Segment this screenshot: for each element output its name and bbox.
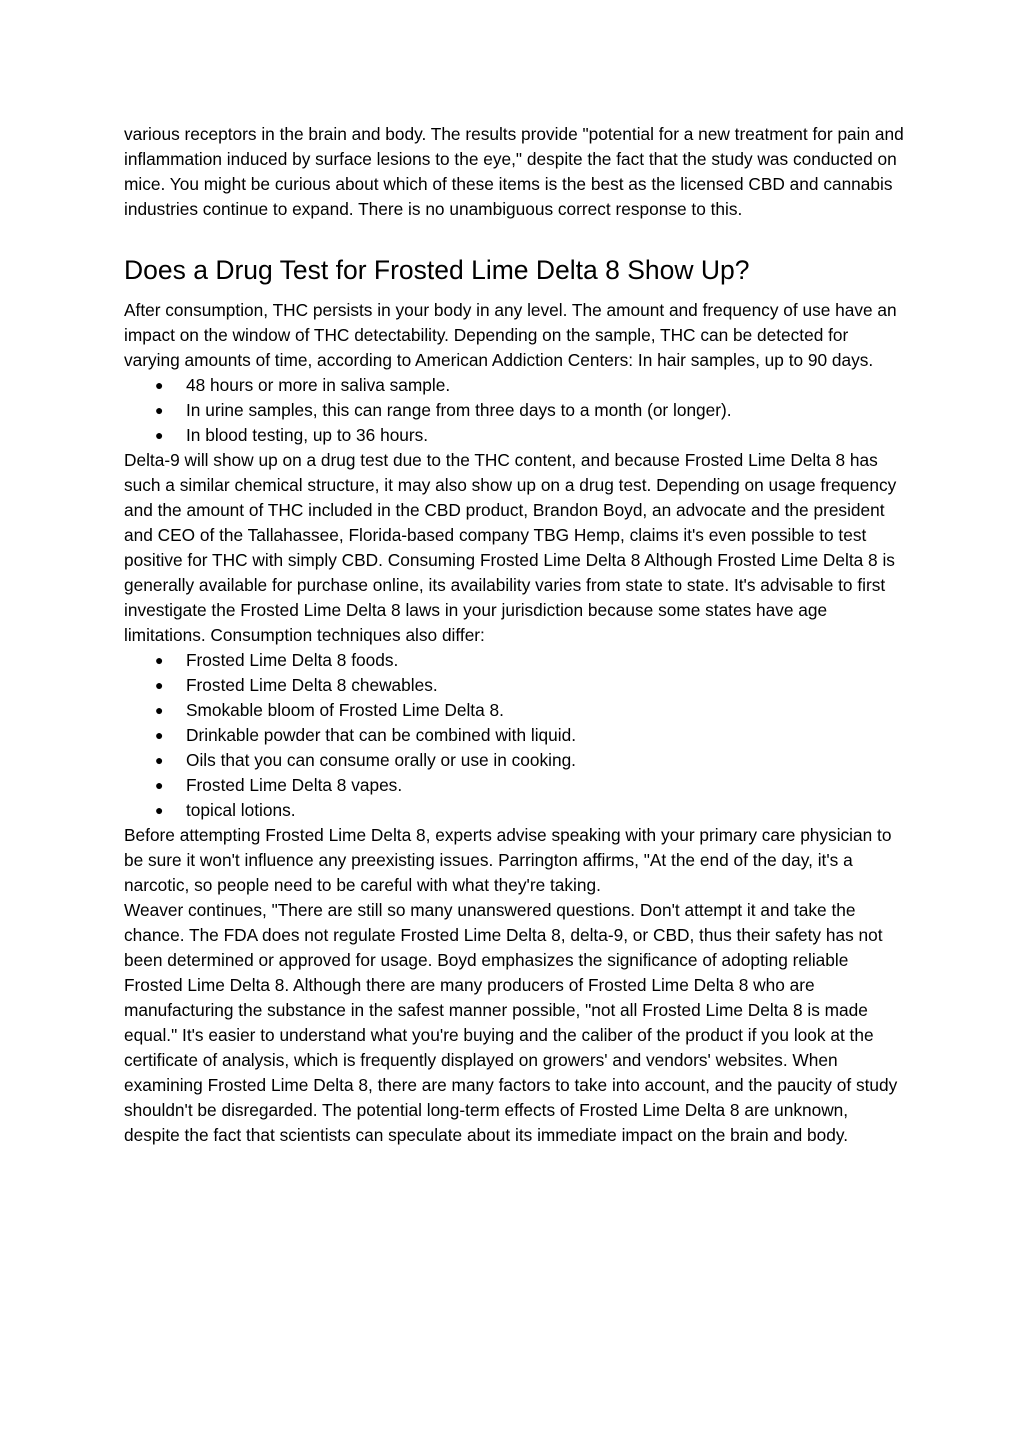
bullet-icon: ● bbox=[155, 427, 164, 443]
document-page bbox=[124, 122, 904, 1148]
bullet-icon: ● bbox=[155, 777, 164, 793]
bullet-icon: ● bbox=[155, 402, 164, 418]
list-item-text: Frosted Lime Delta 8 vapes. bbox=[186, 775, 403, 795]
list-item-text: In urine samples, this can range from three days to a month (or longer). bbox=[186, 400, 732, 420]
list-item-text: Smokable bloom of Frosted Lime Delta 8. bbox=[186, 700, 504, 720]
list-item bbox=[124, 798, 904, 823]
bullet-icon: ● bbox=[155, 652, 164, 668]
list-item-text: Drinkable powder that can be combined with liquid. bbox=[186, 725, 577, 745]
physician-advice-paragraph: Before attempting Frosted Lime Delta 8, experts advise speaking with your primary care physician to be sure it won't influence any preexisting issues. Parrington affirms, "At the end of the day, it's a narcotic, so people need to be careful with what they're taking. bbox=[124, 825, 892, 895]
list-item bbox=[124, 748, 904, 773]
list-item-text: In blood testing, up to 36 hours. bbox=[186, 425, 429, 445]
intro-paragraph: various receptors in the brain and body. The results provide "potential for a new treatment for pain and inflammation induced by surface lesions to the eye," despite the fact that the study was conducted on mice. You might be curious about which of these items is the best as the licensed CBD and cannabis industries continue to expand. There is no unambiguous correct response to this. bbox=[124, 124, 904, 219]
bullet-icon: ● bbox=[155, 727, 164, 743]
drug-test-paragraph: Delta-9 will show up on a drug test due to the THC content, and because Frosted Lime Delta 8 has such a similar chemical structure, it may also show up on a drug test. Depending on usage frequency and the amount of THC included in the CBD product, Brandon Boyd, an advocate and the president and CEO of the Tallahassee, Florida-based company TBG Hemp, claims it's even possible to test positive for THC with simply CBD. Consuming Frosted Lime Delta 8 Although Frosted Lime Delta 8 is generally available for purchase online, its availability varies from state to state. It's advisable to first investigate the Frosted Lime Delta 8 laws in your jurisdiction because some states have age limitations. Consumption techniques also differ: bbox=[124, 450, 897, 645]
section-heading: Does a Drug Test for Frosted Lime Delta 8 Show Up? bbox=[124, 255, 750, 285]
list-item-text: Oils that you can consume orally or use in cooking. bbox=[186, 750, 576, 770]
bullet-icon: ● bbox=[155, 377, 164, 393]
list-item bbox=[124, 698, 904, 723]
list-item bbox=[124, 423, 904, 448]
bullet-icon: ● bbox=[155, 702, 164, 718]
list-item-text: topical lotions. bbox=[186, 800, 296, 820]
bullet-icon: ● bbox=[155, 752, 164, 768]
list-item bbox=[124, 723, 904, 748]
list-item bbox=[124, 773, 904, 798]
detection-list bbox=[124, 373, 904, 448]
list-item-text: Frosted Lime Delta 8 chewables. bbox=[186, 675, 438, 695]
list-item bbox=[124, 398, 904, 423]
list-item-text: 48 hours or more in saliva sample. bbox=[186, 375, 451, 395]
list-item bbox=[124, 673, 904, 698]
bullet-icon: ● bbox=[155, 802, 164, 818]
bullet-icon: ● bbox=[155, 677, 164, 693]
list-item-text: Frosted Lime Delta 8 foods. bbox=[186, 650, 399, 670]
detection-paragraph: After consumption, THC persists in your body in any level. The amount and frequency of use have an impact on the window of THC detectability. Depending on the sample, THC can be detected for varying amounts of time, according to American Addiction Centers: In hair samples, up to 90 days. bbox=[124, 300, 897, 370]
consumption-list bbox=[124, 648, 904, 823]
list-item bbox=[124, 648, 904, 673]
list-item bbox=[124, 373, 904, 398]
weaver-paragraph: Weaver continues, "There are still so many unanswered questions. Don't attempt it and take the chance. The FDA does not regulate Frosted Lime Delta 8, delta-9, or CBD, thus their safety has not been determined or approved for usage. Boyd emphasizes the significance of adopting reliable Frosted Lime Delta 8. Although there are many producers of Frosted Lime Delta 8 who are manufacturing the substance in the safest manner possible, "not all Frosted Lime Delta 8 is made equal." It's easier to understand what you're buying and the caliber of the product if you look at the certificate of analysis, which is frequently displayed on growers' and vendors' websites. When examining Frosted Lime Delta 8, there are many factors to take into account, and the paucity of study shouldn't be disregarded. The potential long-term effects of Frosted Lime Delta 8 are unknown, despite the fact that scientists can speculate about its immediate impact on the brain and body. bbox=[124, 900, 898, 1145]
